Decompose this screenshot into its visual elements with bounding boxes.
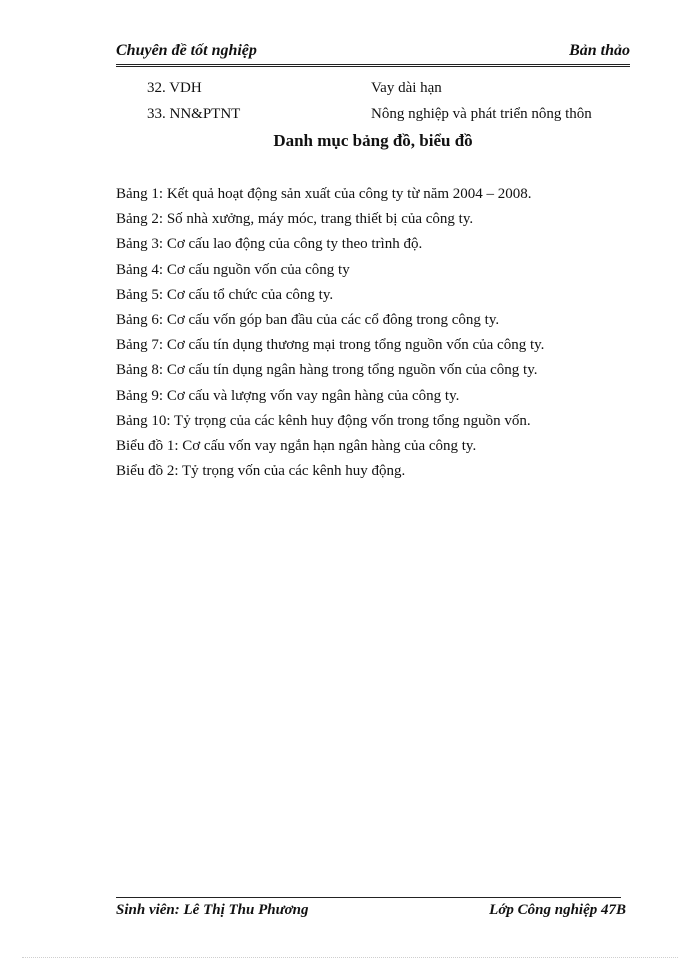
list-item: Bảng 8: Cơ cấu tín dụng ngân hàng trong tổng nguồn vốn của công ty.: [116, 362, 538, 379]
list-item: Bảng 5: Cơ cấu tổ chức của công ty.: [116, 286, 334, 303]
list-item: Bảng 6: Cơ cấu vốn góp ban đầu của các cổ đông trong công ty.: [116, 311, 500, 328]
list-item: Bảng 9: Cơ cấu và lượng vốn vay ngân hàng của công ty.: [116, 387, 460, 404]
list-item: Biểu đồ 2: Tỷ trọng vốn của các kênh huy động.: [116, 463, 406, 480]
list-item: Bảng 10: Tỷ trọng của các kênh huy động vốn trong tổng nguồn vốn.: [116, 412, 531, 429]
footer-class-name: Lớp Công nghiệp 47B: [489, 902, 626, 918]
list-item: Bảng 3: Cơ cấu lao động của công ty theo trình độ.: [116, 236, 423, 253]
list-item: Bảng 7: Cơ cấu tín dụng thương mại trong tổng nguồn vốn của công ty.: [116, 337, 545, 354]
abbreviation-meaning: Nông nghiệp và phát triển nông thôn: [371, 106, 592, 122]
list-item: Bảng 4: Cơ cấu nguồn vốn của công ty: [116, 261, 350, 278]
abbreviation-row: [147, 106, 627, 126]
abbreviation-code: 33. NN&PTNT: [147, 106, 241, 122]
footer-student-name: Sinh viên: Lê Thị Thu Phương: [116, 902, 309, 918]
list-item: Bảng 2: Số nhà xưởng, máy móc, trang thiết bị của công ty.: [116, 211, 474, 228]
list-item: Biểu đồ 1: Cơ cấu vốn vay ngắn hạn ngân hàng của công ty.: [116, 437, 477, 454]
header-document-type: Chuyên đề tốt nghiệp: [116, 42, 257, 59]
section-title: Danh mục bảng đồ, biểu đồ: [273, 131, 473, 150]
list-item: Bảng 1: Kết quả hoạt động sản xuất của công ty từ năm 2004 – 2008.: [116, 186, 532, 202]
abbreviation-row: [147, 80, 627, 100]
figure-table-list: [116, 184, 630, 486]
abbreviation-code: 32. VDH: [147, 80, 202, 96]
page-bottom-edge: [22, 957, 678, 958]
page-footer: [116, 902, 630, 924]
header-draft-label: Bản thảo: [569, 42, 630, 59]
page-header: [116, 40, 630, 67]
footer-divider: [116, 897, 621, 898]
abbreviation-meaning: Vay dài hạn: [371, 80, 442, 96]
